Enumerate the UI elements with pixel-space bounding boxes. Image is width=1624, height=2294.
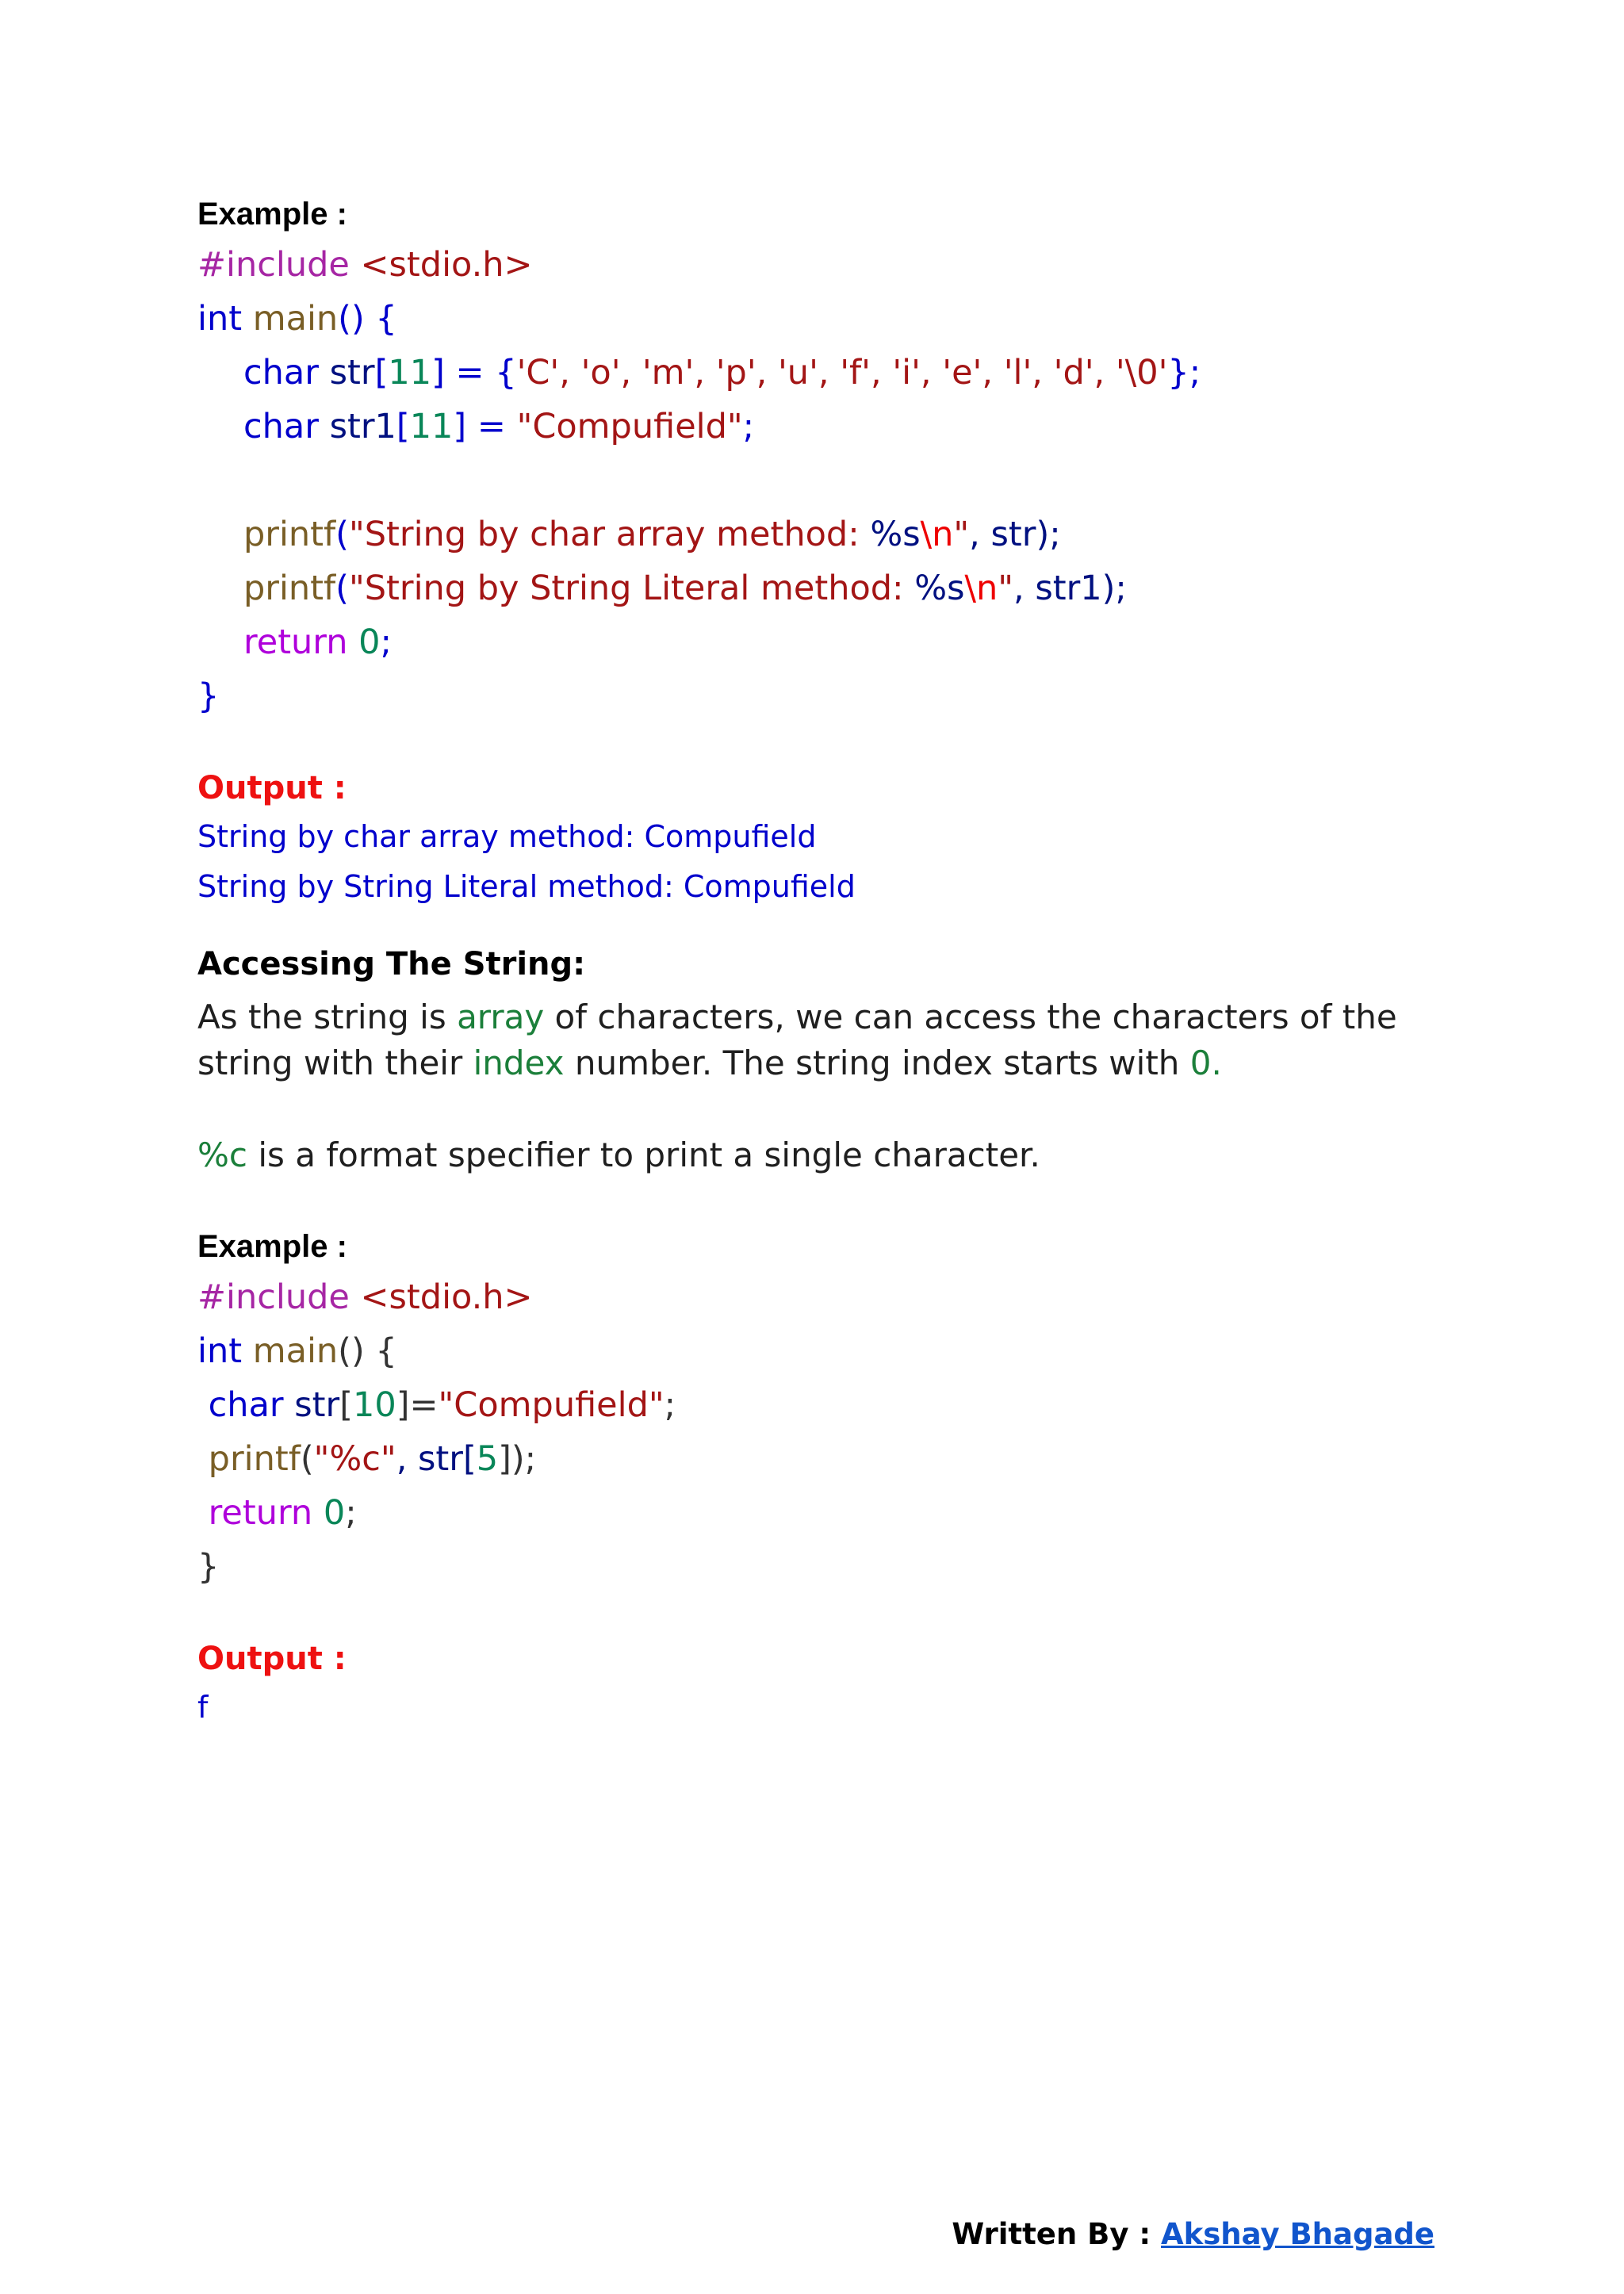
code-line [197, 238, 1434, 292]
code-token: printf [243, 569, 336, 608]
example-label: Example : [197, 197, 347, 232]
code-token: ; [742, 407, 755, 446]
code-line [197, 1486, 1434, 1540]
code-token: }; [1167, 353, 1201, 393]
highlight-term: index [473, 1044, 565, 1082]
section-paragraph [197, 994, 1434, 1086]
code-token: ] = { [431, 353, 517, 393]
code-token: %s [914, 569, 965, 608]
code-line [197, 561, 1434, 615]
document-page [197, 190, 1434, 1733]
section-paragraph [197, 1132, 1434, 1178]
code-token: ]= [396, 1385, 439, 1425]
code-block-1 [197, 238, 1434, 723]
highlight-term: 0. [1189, 1044, 1222, 1082]
output-block-2 [197, 1683, 1434, 1733]
code-token: 0 [312, 1493, 346, 1533]
output-line: f [197, 1690, 209, 1725]
code-token: 11 [388, 353, 432, 393]
code-token: return [197, 1493, 313, 1533]
code-token: #include [197, 1277, 350, 1317]
code-token: "Compufield" [438, 1385, 665, 1425]
code-line [197, 1540, 1434, 1594]
code-token: "String by char array method: [348, 515, 871, 554]
author-link[interactable]: Akshay Bhagade [1161, 2217, 1434, 2251]
code-token: \n [964, 569, 998, 608]
code-line [197, 1324, 1434, 1378]
code-line [197, 1378, 1434, 1432]
code-token: int [197, 299, 243, 339]
code-token: 'C', 'o', 'm', 'p', 'u', 'f', 'i', 'e', 'l', 'd', [516, 353, 1116, 393]
code-token: printf [243, 515, 336, 554]
code-token: 11 [409, 407, 454, 446]
code-token: printf [197, 1439, 301, 1479]
output-line: String by char array method: Compufield [197, 819, 817, 854]
code-token: 5 [476, 1439, 499, 1479]
code-token: [ [374, 353, 389, 393]
code-token: %s [870, 515, 921, 554]
code-token: str1 [318, 407, 396, 446]
code-token: #include [197, 245, 350, 285]
output-label: Output : [197, 1641, 347, 1677]
code-line [197, 1432, 1434, 1486]
code-token: () { [338, 1331, 397, 1371]
example-label: Example : [197, 1229, 347, 1264]
code-block-2 [197, 1270, 1434, 1594]
code-line [197, 669, 1434, 723]
code-token: ]); [498, 1439, 537, 1479]
code-token: ] = [453, 407, 517, 446]
footer-credit [952, 2217, 1434, 2251]
code-line [197, 1270, 1434, 1324]
code-token: [ [396, 407, 410, 446]
code-token: "%c" [313, 1439, 396, 1479]
paragraph-text: is a format specifier to print a single character. [247, 1136, 1040, 1174]
code-token: } [197, 1547, 220, 1587]
code-token: } [197, 676, 220, 716]
code-token: [ [339, 1385, 353, 1425]
code-token: () { [338, 299, 397, 339]
paragraph-text: number. The string index starts with [564, 1044, 1190, 1082]
code-token: , str1); [1013, 569, 1127, 608]
section-heading: Accessing The String: [197, 946, 586, 982]
code-token: <stdio.h> [349, 1277, 533, 1317]
code-token: <stdio.h> [349, 245, 533, 285]
output-label: Output : [197, 770, 347, 806]
code-token: ; [380, 622, 393, 662]
code-token: 10 [353, 1385, 396, 1425]
code-token: ; [345, 1493, 357, 1533]
code-line [197, 615, 1434, 669]
code-token: main [242, 299, 339, 339]
code-token: return [243, 622, 348, 662]
code-token: 0 [347, 622, 381, 662]
code-token: ( [300, 1439, 314, 1479]
code-token: \n [920, 515, 954, 554]
code-line [197, 400, 1434, 454]
code-line-blank [197, 454, 1434, 507]
code-token: str [318, 353, 375, 393]
code-token: " [998, 569, 1014, 608]
code-token: , str); [969, 515, 1061, 554]
footer-prefix: Written By : [952, 2217, 1162, 2251]
code-token: char [197, 1385, 284, 1425]
code-line [197, 507, 1434, 561]
code-token: main [242, 1331, 339, 1371]
output-block-1 [197, 812, 1434, 912]
output-line: String by String Literal method: Compufield [197, 869, 856, 904]
highlight-term: array [457, 998, 545, 1036]
code-token: ( [335, 569, 349, 608]
code-token: ; [664, 1385, 676, 1425]
code-token: int [197, 1331, 243, 1371]
code-token: " [953, 515, 970, 554]
highlight-term: %c [197, 1136, 247, 1174]
code-token: char [243, 353, 319, 393]
code-line [197, 346, 1434, 400]
code-token: , str[ [396, 1439, 477, 1479]
code-token: ( [335, 515, 349, 554]
paragraph-text: As the string is [197, 998, 458, 1036]
code-line [197, 292, 1434, 346]
code-token: "Compufield" [516, 407, 743, 446]
code-token: str [283, 1385, 340, 1425]
code-token: "String by String Literal method: [348, 569, 915, 608]
code-token: char [243, 407, 319, 446]
code-token: '\0' [1115, 353, 1168, 393]
paragraph-text: of characters, we can access the characters of the string with their [197, 998, 1397, 1082]
